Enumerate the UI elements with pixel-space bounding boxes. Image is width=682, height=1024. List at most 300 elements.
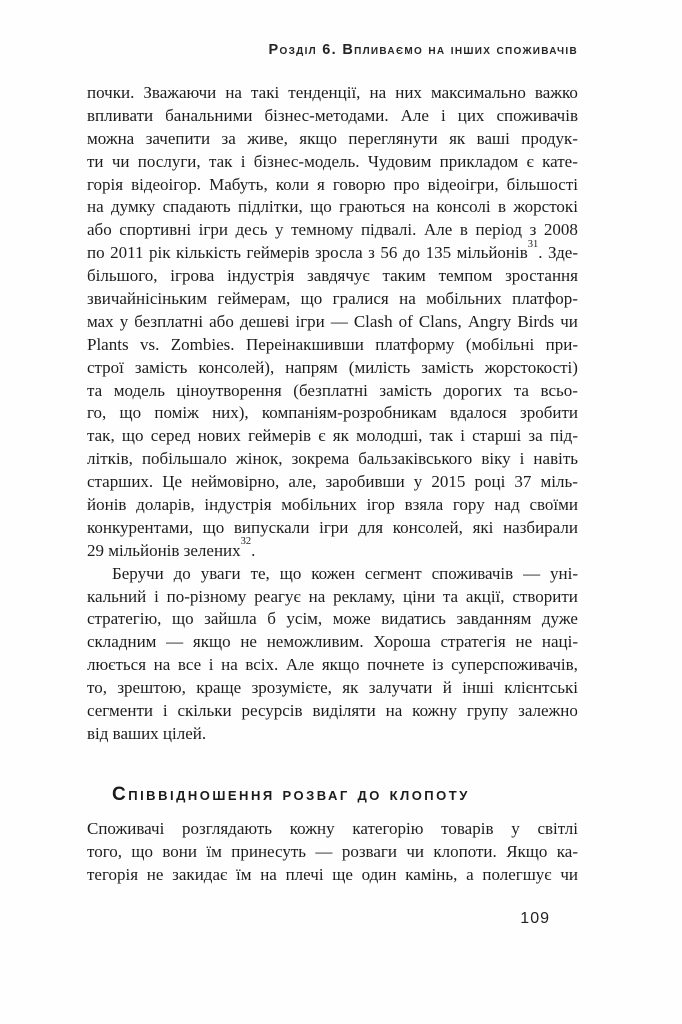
word: Споживачі xyxy=(87,818,165,838)
word: так, xyxy=(87,426,115,446)
word: або xyxy=(209,311,234,331)
word: зробити xyxy=(519,403,578,423)
text-line xyxy=(87,700,578,723)
word: них xyxy=(395,83,422,102)
word: і xyxy=(440,105,446,125)
word: жорстокості) xyxy=(484,357,578,377)
word: темному xyxy=(291,220,354,240)
word: дорогих xyxy=(443,380,503,400)
word: реагує xyxy=(254,586,301,606)
text-line xyxy=(87,631,578,654)
word: Birds xyxy=(517,311,555,331)
word: я xyxy=(317,174,325,194)
word: назбирали xyxy=(503,517,578,537)
word: закидає xyxy=(172,864,228,884)
text-line xyxy=(87,841,578,864)
word: Якщо xyxy=(506,841,548,861)
word: що xyxy=(119,403,142,423)
text-line xyxy=(87,219,578,242)
paragraph xyxy=(87,563,578,746)
word: го, xyxy=(87,403,107,423)
word: як xyxy=(332,426,349,446)
word: індустрія xyxy=(227,266,295,286)
word: ще xyxy=(332,864,353,884)
text-line xyxy=(87,288,578,311)
word: мах xyxy=(87,311,114,331)
word: ваші xyxy=(476,128,510,148)
word: виділяти xyxy=(312,701,376,721)
word: спадають xyxy=(162,197,231,217)
word: що xyxy=(131,841,153,861)
word: споживачів xyxy=(431,563,514,583)
word: замість xyxy=(379,380,432,400)
word: мобільних xyxy=(281,495,357,515)
word: і xyxy=(519,449,525,469)
word: молодші, xyxy=(356,426,423,446)
word: навіть xyxy=(533,449,578,469)
word: з xyxy=(368,243,375,263)
word: серед xyxy=(150,426,191,446)
word: них), xyxy=(212,403,249,423)
word: (мобільні xyxy=(465,334,535,354)
word: на xyxy=(369,83,387,102)
word: дешеві xyxy=(239,311,290,331)
word: Зважаючи xyxy=(143,83,217,102)
word: Переінакшивши xyxy=(245,334,364,354)
word: із xyxy=(432,655,444,675)
word: ресурсів xyxy=(241,701,303,721)
word: при- xyxy=(545,334,578,354)
text-line xyxy=(87,586,578,609)
word: що xyxy=(171,609,194,629)
word: замість xyxy=(421,357,474,377)
word: компаніям-розробникам xyxy=(261,403,437,423)
word: наці- xyxy=(541,632,578,652)
text-line xyxy=(87,311,578,334)
word: звичайнісіньким xyxy=(87,289,208,309)
word: на xyxy=(225,83,242,102)
word: і xyxy=(460,426,465,446)
word: на xyxy=(260,864,277,884)
word: завдячує xyxy=(307,266,370,286)
word: якщо xyxy=(299,128,337,148)
word: важко xyxy=(534,83,578,102)
word: то, xyxy=(87,678,107,698)
text-line xyxy=(87,864,578,887)
word: період xyxy=(475,220,522,240)
word: ігрова xyxy=(170,266,215,286)
word: (милість xyxy=(348,357,411,377)
word: полегшує xyxy=(482,864,552,884)
word: кожну xyxy=(289,818,335,838)
word: такі xyxy=(251,83,280,102)
word: підлітки, xyxy=(238,197,303,217)
word: їм xyxy=(236,864,252,884)
word: максимально xyxy=(430,83,526,102)
word: як xyxy=(449,128,466,148)
word: вдалося xyxy=(450,403,507,423)
word: банальними xyxy=(165,105,253,125)
word: Plants xyxy=(87,334,129,354)
footnote-reference: 31 xyxy=(527,238,539,250)
word: в xyxy=(497,197,506,217)
word: і xyxy=(240,151,246,171)
word: Zombies. xyxy=(170,334,235,354)
word: по-різному xyxy=(166,586,247,606)
word: ціни xyxy=(403,586,436,606)
word: живе, xyxy=(247,128,288,148)
word: групу xyxy=(466,701,509,721)
word: створити xyxy=(512,586,578,606)
word: of xyxy=(398,311,413,331)
text-line xyxy=(87,174,578,197)
word: зрештою, xyxy=(117,678,186,698)
word: які xyxy=(472,517,494,537)
word: конкурентами, xyxy=(87,517,193,537)
word: Angry xyxy=(467,311,512,331)
word: так xyxy=(429,426,453,446)
word: відеоігор. xyxy=(131,174,202,194)
word: акції, xyxy=(465,586,505,606)
word: сегменти xyxy=(87,701,153,721)
word: зрозумієте, xyxy=(251,678,332,698)
word: кате- xyxy=(542,151,578,171)
text-line xyxy=(87,151,578,174)
word: сегмент xyxy=(364,563,422,583)
word: під- xyxy=(549,426,578,446)
text-line xyxy=(87,402,578,425)
word: геймерам, xyxy=(217,289,291,309)
word: може xyxy=(332,609,371,629)
word: ігри xyxy=(295,311,325,331)
word: консолей, xyxy=(392,517,463,537)
word: зачепити xyxy=(145,128,211,148)
word: не xyxy=(515,632,533,652)
word: платфор- xyxy=(512,289,578,309)
word: у xyxy=(275,220,284,240)
text-line xyxy=(87,425,578,448)
word: коли xyxy=(275,174,309,194)
word: зросла xyxy=(314,243,363,263)
word: чи xyxy=(406,841,424,861)
word: неможливим. xyxy=(266,632,364,652)
word: зростання xyxy=(505,266,578,286)
text-line xyxy=(87,563,578,586)
word: ігри xyxy=(319,517,349,537)
word: розглядають xyxy=(182,818,273,838)
word: уні- xyxy=(550,563,578,583)
word: неймовірно, xyxy=(191,472,280,492)
word: більшості xyxy=(506,174,578,194)
word: або xyxy=(87,220,112,240)
word: нових xyxy=(197,426,241,446)
word: у xyxy=(413,472,423,492)
word: у xyxy=(119,311,129,331)
word: чи xyxy=(560,311,578,331)
word: розваги xyxy=(341,841,397,861)
word: принесуть xyxy=(231,841,307,861)
word: літків, xyxy=(87,449,133,469)
word: над xyxy=(494,495,520,515)
paragraph xyxy=(87,82,578,563)
text-line xyxy=(87,380,578,403)
word: якщо xyxy=(321,655,360,675)
word: побільшало xyxy=(141,449,227,469)
word: один xyxy=(361,864,397,884)
word: міль- xyxy=(540,472,578,492)
word: та xyxy=(442,586,459,606)
word: є xyxy=(526,151,534,171)
word: гору xyxy=(452,495,485,515)
word: — xyxy=(166,632,184,652)
word: Це xyxy=(162,472,183,492)
word: за xyxy=(221,128,236,148)
text-line xyxy=(87,471,578,494)
word: заробивши xyxy=(325,472,405,492)
word: завданням xyxy=(456,609,532,629)
word: бізнес-методами. xyxy=(264,105,389,125)
word: стратегію, xyxy=(87,609,162,629)
word: 2015 xyxy=(431,472,466,492)
word: ігор xyxy=(366,495,395,515)
text-line xyxy=(87,677,578,700)
word: і xyxy=(208,655,214,675)
word: Clash xyxy=(353,311,393,331)
word: Чудовим xyxy=(367,151,432,171)
word: а xyxy=(466,864,474,884)
word: по xyxy=(87,243,105,263)
word: доларів, xyxy=(136,495,195,515)
word: що xyxy=(310,197,332,217)
word: взяла xyxy=(404,495,444,515)
word: говорю xyxy=(332,174,386,194)
word: — xyxy=(330,311,348,331)
text-line xyxy=(87,494,578,517)
word: платформу xyxy=(375,334,455,354)
word: на xyxy=(221,655,238,675)
text-line xyxy=(87,818,578,841)
text-line xyxy=(87,128,578,151)
word: Але xyxy=(400,105,429,125)
word: видатись xyxy=(381,609,446,629)
word: продук- xyxy=(521,128,578,148)
word: дуже xyxy=(541,609,578,629)
word: vs. xyxy=(139,334,160,354)
word: граються xyxy=(339,197,406,217)
word: безплатні xyxy=(134,311,204,331)
text-line xyxy=(87,608,578,631)
page-content xyxy=(87,82,578,887)
text-line xyxy=(87,334,578,357)
word: що xyxy=(279,563,302,583)
word: зайшла xyxy=(204,609,257,629)
word: плечі xyxy=(285,864,324,884)
word: на xyxy=(308,586,326,606)
word: мільйонів$^{31}$. xyxy=(456,238,543,263)
text-line xyxy=(87,196,578,219)
word: консолей), xyxy=(198,357,275,377)
word: старших. xyxy=(87,472,154,492)
word: спортивні xyxy=(119,220,192,240)
word: переглянути xyxy=(348,128,438,148)
word: з xyxy=(529,220,537,240)
word: якщо xyxy=(192,632,231,652)
word: складним xyxy=(87,632,157,652)
word: можна xyxy=(87,128,135,148)
word: зокрема xyxy=(291,449,350,469)
word: категорію xyxy=(352,818,424,838)
word: на xyxy=(412,197,430,217)
word: клієнтські xyxy=(504,678,578,698)
word: споживачів xyxy=(496,105,578,125)
word: Беручи xyxy=(112,563,164,583)
word: товарів xyxy=(441,818,494,838)
word: але, xyxy=(288,472,317,492)
word: віку xyxy=(481,449,511,469)
word: бальзаківського xyxy=(358,449,473,469)
word: є xyxy=(318,426,326,446)
word: чи xyxy=(111,151,130,171)
word: жінок, xyxy=(235,449,283,469)
word: люється xyxy=(87,655,147,675)
word: для xyxy=(358,517,384,537)
word: рекламу, xyxy=(333,586,396,606)
word: Clans, xyxy=(418,311,462,331)
text-line xyxy=(87,448,578,471)
word: більшого, xyxy=(87,266,158,286)
footnote-reference: 32 xyxy=(240,536,252,548)
word: того, xyxy=(87,841,123,861)
word: замість xyxy=(134,357,188,377)
word: залучати xyxy=(368,678,433,698)
word: тегорія xyxy=(87,864,139,884)
word: Але xyxy=(423,220,453,240)
word: строї xyxy=(87,357,124,377)
word: як xyxy=(342,678,359,698)
word: вони xyxy=(162,841,197,861)
word: індустрія xyxy=(204,495,272,515)
word: у xyxy=(511,818,520,838)
word: до xyxy=(173,563,191,583)
word: Зде- xyxy=(548,243,578,263)
word: кальний xyxy=(87,586,147,606)
word: консолі xyxy=(436,197,491,217)
word: що xyxy=(202,517,225,537)
word: геймерів xyxy=(248,426,312,446)
word: в xyxy=(459,220,468,240)
word: стратегія xyxy=(440,632,506,652)
word: що xyxy=(300,289,323,309)
word: світлі xyxy=(537,818,578,838)
word: Хороша xyxy=(373,632,431,652)
word: на xyxy=(399,289,416,309)
word: випускали xyxy=(233,517,310,537)
word: кожну xyxy=(412,701,457,721)
word: модель xyxy=(113,380,165,400)
word: та xyxy=(87,380,103,400)
word: інші xyxy=(462,678,494,698)
word: про xyxy=(393,174,420,194)
text-line xyxy=(87,105,578,128)
word: камінь, xyxy=(405,864,458,884)
word: мобільних xyxy=(426,289,502,309)
word: цих xyxy=(457,105,485,125)
word: чи xyxy=(560,864,578,884)
text-line xyxy=(87,82,578,105)
word: так xyxy=(208,151,233,171)
text-line: від ваших цілей. xyxy=(87,723,207,743)
word: йонів xyxy=(87,495,127,515)
paragraph xyxy=(87,818,578,887)
word: залежно xyxy=(518,701,578,721)
text-line xyxy=(87,357,578,380)
word: за xyxy=(528,426,543,446)
text-line xyxy=(87,238,578,265)
word: жорстокі xyxy=(513,197,578,217)
word: таким xyxy=(382,266,426,286)
section-heading: Співвідношення розваг до клопоту xyxy=(112,783,470,805)
word: старші xyxy=(472,426,522,446)
word: Мабуть, xyxy=(209,174,268,194)
word: не xyxy=(240,632,257,652)
word: те, xyxy=(250,563,270,583)
word: підвалі. xyxy=(360,220,417,240)
word: і xyxy=(154,586,159,606)
page-number: 109 xyxy=(520,910,550,927)
word: всіх. xyxy=(245,655,279,675)
word: темпом xyxy=(438,266,493,286)
word: десь xyxy=(235,220,268,240)
word: ка- xyxy=(556,841,578,861)
word: думку xyxy=(111,197,156,217)
word: кожен xyxy=(311,563,355,583)
word: на xyxy=(385,701,403,721)
word: на xyxy=(153,655,171,675)
word: поміж xyxy=(154,403,199,423)
word: (безплатні xyxy=(293,380,368,400)
word: впливати xyxy=(87,105,154,125)
word: горія xyxy=(87,174,124,194)
word: б xyxy=(267,609,276,629)
word: 135 xyxy=(425,243,452,263)
text-line: 29 мільйонів зелених$^{32}$. xyxy=(87,536,256,560)
word: — xyxy=(315,841,333,861)
word: прикладом xyxy=(439,151,519,171)
word: напрям xyxy=(285,357,338,377)
word: геймерів xyxy=(246,243,310,263)
word: почнете xyxy=(367,655,425,675)
word: гралися xyxy=(332,289,389,309)
word: 56 xyxy=(380,243,398,263)
word: до xyxy=(402,243,421,263)
word: всьо- xyxy=(540,380,578,400)
word: краще xyxy=(196,678,242,698)
text-line xyxy=(87,265,578,288)
word: почки. xyxy=(87,83,135,102)
word: ціноутворення xyxy=(176,380,282,400)
word: усім, xyxy=(286,609,323,629)
word: ігри xyxy=(198,220,228,240)
word: році xyxy=(474,472,506,492)
word: й xyxy=(442,678,452,698)
word: — xyxy=(523,563,541,583)
text-line xyxy=(87,654,578,677)
word: уваги xyxy=(200,563,241,583)
word: на xyxy=(87,197,104,217)
word: відеоігри, xyxy=(427,174,499,194)
word: та xyxy=(513,380,529,400)
word: суперспоживачів, xyxy=(451,655,578,675)
